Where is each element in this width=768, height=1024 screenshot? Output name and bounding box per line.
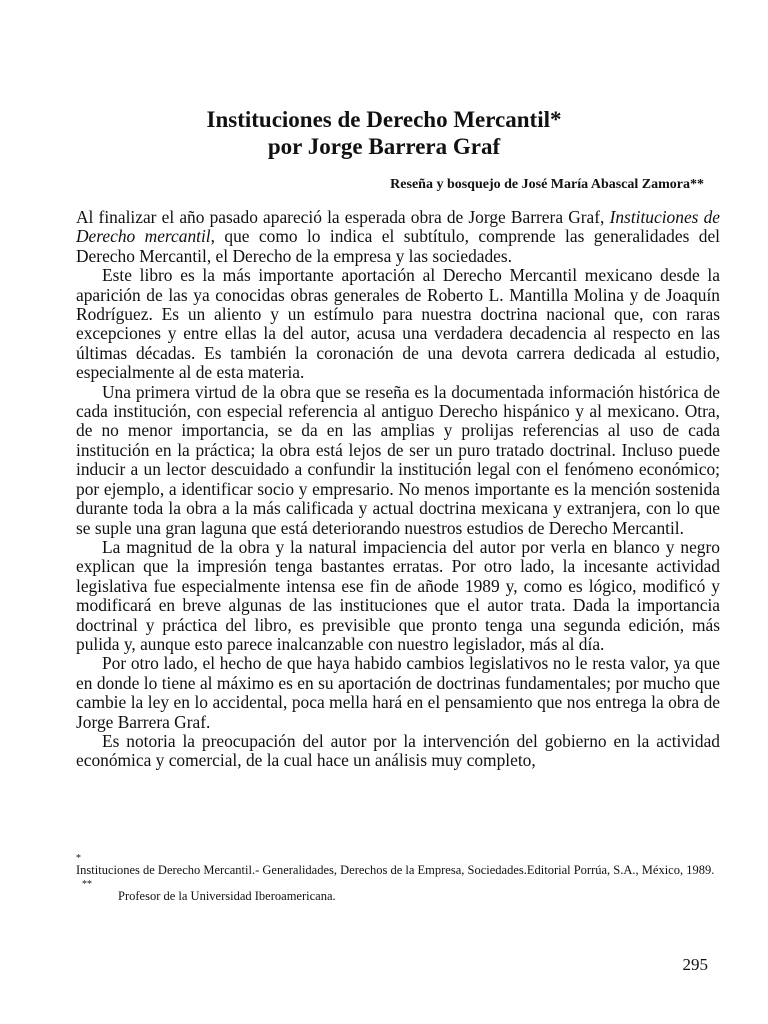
paragraph-1-text-b: , que como lo indica el subtítulo, comprende las generalidades del Derecho Mercantil, el Derecho de la empresa y las sociedades. — [76, 226, 720, 266]
footnote-2 — [76, 879, 720, 905]
author-byline: Reseña y bosquejo de José María Abascal Zamora** — [390, 177, 704, 192]
article-body — [76, 208, 720, 771]
footnotes — [76, 853, 720, 914]
paragraph-3: Una primera virtud de la obra que se reseña es la documentada información histórica de cada institución, con especial referencia al antiguo Derecho hispánico y al mexicano. Otra, de no menor importancia, se da en las amplias y prolijas referencias al uso de cada institución en la práctica; la obra está lejos de ser un puro tratado doctrinal. Incluso puede inducir a un lector descuidado a confundir la institución legal con el fenómeno económico; por ejemplo, a identificar socio y empresario. No menos importante es la mención sostenida durante toda la obra a la más calificada y actual doctrina mexicana y extranjera, con lo que se suple una gran laguna que está deteriorando nuestros estudios de Derecho Mercantil. — [76, 381, 720, 538]
paragraph-1-text-a: Al finalizar el año pasado apareció la esperada obra de Jorge Barrera Graf, — [76, 207, 610, 227]
footnote-2-marker: ** — [82, 879, 92, 890]
title-line-1: Instituciones de Derecho Mercantil* — [206, 107, 562, 132]
paragraph-2: Este libro es la más importante aportación al Derecho Mercantil mexicano desde la aparición de las ya conocidas obras generales de Roberto L. Mantilla Molina y de Joaquín Rodríguez. Es un aliento y un estímulo para nuestra doctrina nacional que, con raras excepciones y entre ellas la del autor, acusa una verdadera decadencia al respecto en las últimas décadas. Es también la coronación de una devota carrera dedicada al estudio, especialmente al de esta materia. — [76, 265, 720, 383]
footnote-1-text: Instituciones de Derecho Mercantil.- Generalidades, Derechos de la Empresa, Sociedades.Editorial Porrúa, S.A., México, 1989. — [76, 863, 715, 877]
book-title-italic: Instituciones de Derecho mercantil — [76, 207, 721, 247]
footnote-1-marker: * — [76, 853, 81, 864]
footnote-2-text: Profesor de la Universidad Iberoamericana. — [118, 889, 336, 903]
paragraph-4: La magnitud de la obra y la natural impaciencia del autor por verla en blanco y negro explican que la impresión tenga bastantes erratas. Por otro lado, la incesante actividad legislativa fue especialmente intensa ese fin de añode 1989 y, como es lógico, modificó y modificará en breve algunas de las instituciones que el autor trata. Dada la importancia doctrinal y práctica del libro, es previsible que pronto tenga una segunda edición, más pulida y, aunque esto parece inalcanzable con nuestro legislador, más al día. — [76, 536, 720, 654]
paragraph-1 — [76, 208, 720, 266]
footnote-1 — [76, 853, 720, 879]
paragraph-6: Es notoria la preocupación del autor por la intervención del gobierno en la actividad económica y comercial, de la cual hace un análisis muy completo, — [76, 730, 720, 771]
title-line-2: por Jorge Barrera Graf — [267, 134, 501, 159]
article-title — [0, 106, 768, 160]
paragraph-5: Por otro lado, el hecho de que haya habido cambios legislativos no le resta valor, ya que en donde lo tiene al máximo es en su aportación de doctrinas fundamentales; por mucho que cambie la ley en lo accidental, poca mella hará en el pensamiento que nos entrega la obra de Jorge Barrera Graf. — [76, 653, 720, 732]
page-number: 295 — [682, 955, 708, 974]
